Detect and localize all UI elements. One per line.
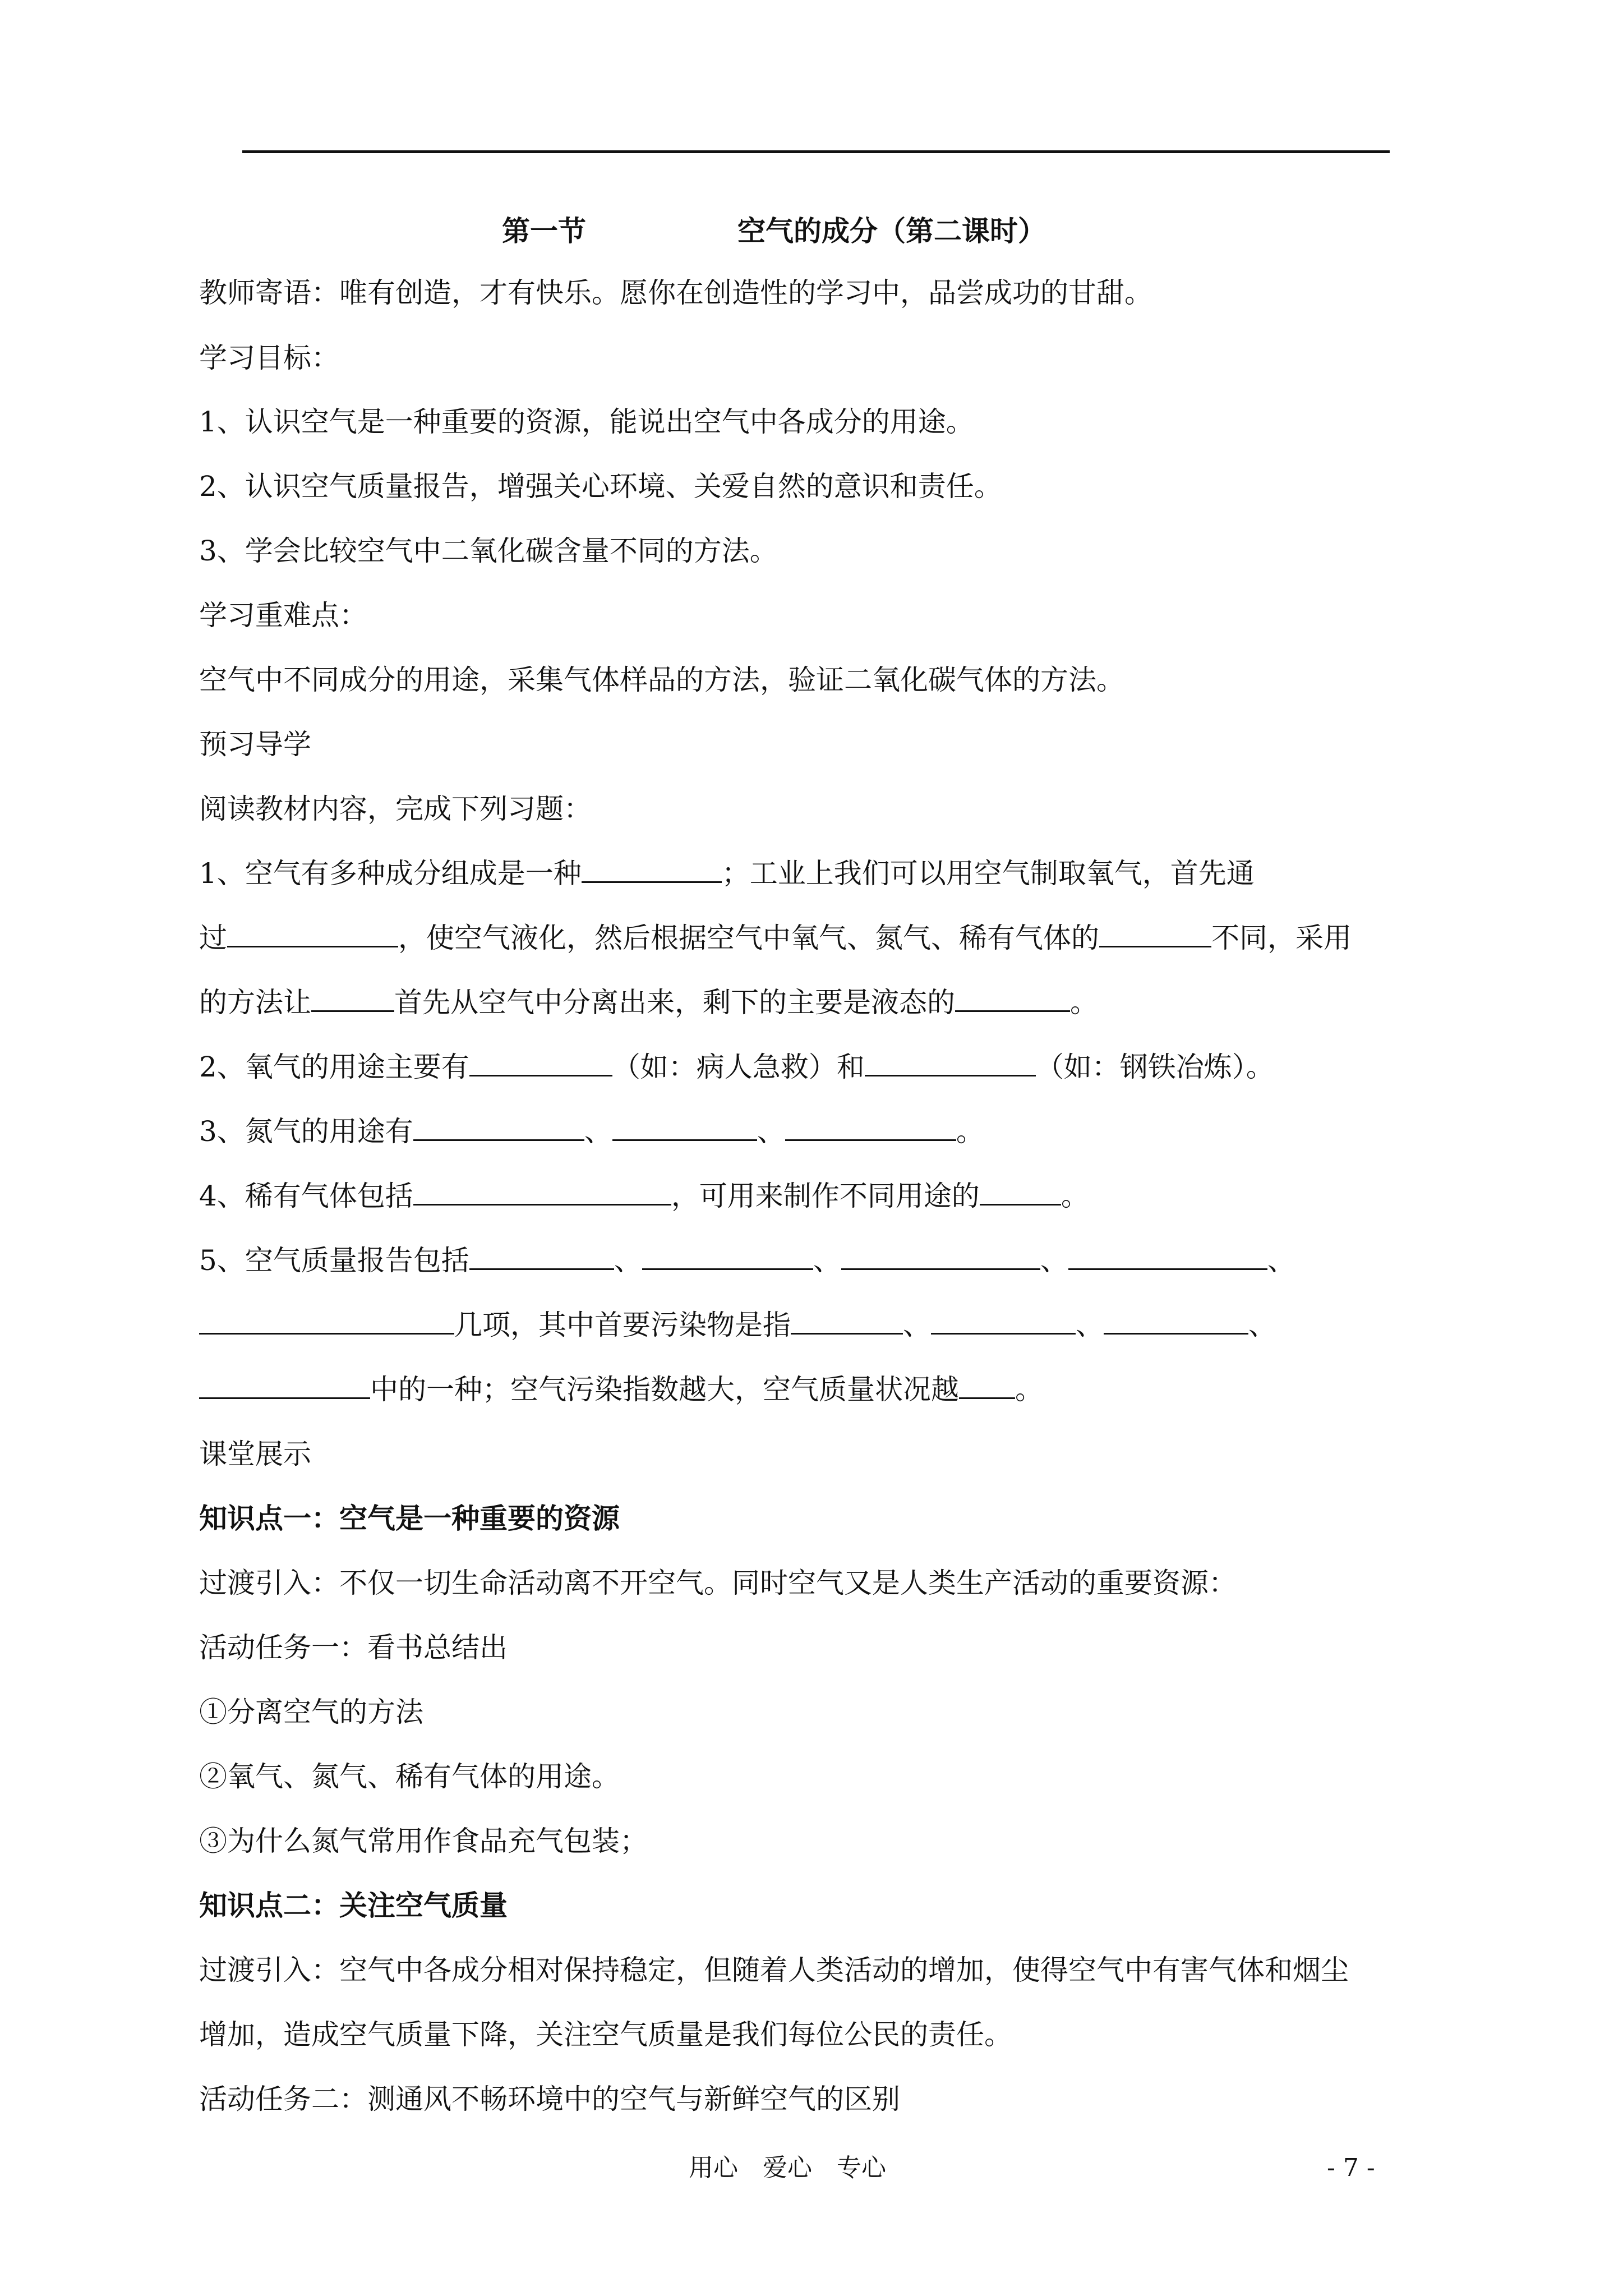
answer-blank[interactable]: [311, 988, 394, 1012]
q5-sep: 、: [903, 1309, 931, 1341]
task-1-heading: 活动任务一：看书总结出: [199, 1631, 508, 1664]
preview-heading: 预习导学: [199, 728, 311, 761]
answer-blank[interactable]: [1104, 1310, 1248, 1335]
answer-blank[interactable]: [791, 1310, 903, 1335]
answer-blank[interactable]: [1068, 1246, 1267, 1270]
task-1-item-2: ②氧气、氮气、稀有气体的用途。: [199, 1760, 620, 1793]
answer-blank[interactable]: [959, 1375, 1015, 1399]
answer-blank[interactable]: [413, 1181, 671, 1205]
q3-text-a: 3、氮气的用途有: [199, 1115, 413, 1148]
question-1-line-3: [199, 986, 1098, 1019]
answer-blank[interactable]: [931, 1310, 1076, 1335]
question-5-line-2: [199, 1308, 1276, 1342]
question-1-line-2: [199, 921, 1352, 955]
goal-item-2: 2、认识空气质量报告，增强关心环境、关爱自然的意识和责任。: [199, 470, 1002, 503]
answer-blank[interactable]: [469, 1246, 614, 1270]
goal-item-1: 1、认识空气是一种重要的资源，能说出空气中各成分的用途。: [199, 406, 974, 438]
q2-text-b: （如：病人急救）和: [612, 1051, 865, 1083]
q1-text-g: 首先从空气中分离出来，剩下的主要是液态的: [394, 986, 955, 1019]
class-heading: 课堂展示: [199, 1438, 311, 1470]
q5-sep: 、: [1267, 1244, 1295, 1277]
question-4: [199, 1179, 1089, 1213]
q5-text-b: 几项，其中首要污染物是指: [454, 1309, 791, 1341]
q5-text-c: 中的一种；空气污染指数越大，空气质量状况越: [370, 1373, 959, 1406]
task-1-item-3: ③为什么氮气常用作食品充气包装；: [199, 1825, 648, 1857]
q1-text-a: 1、空气有多种成分组成是一种: [199, 857, 582, 890]
goal-item-3: 3、学会比较空气中二氧化碳含量不同的方法。: [199, 535, 778, 567]
q5-sep: 、: [1248, 1309, 1276, 1341]
question-5-line-1: [199, 1244, 1295, 1277]
q5-sep: 、: [813, 1244, 841, 1277]
header-rule: [242, 150, 1390, 153]
goals-heading: 学习目标：: [199, 342, 339, 374]
q1-text-h: 。: [1070, 986, 1098, 1019]
q4-text-a: 4、稀有气体包括: [199, 1180, 413, 1212]
answer-blank[interactable]: [841, 1246, 1040, 1270]
answer-blank[interactable]: [199, 1310, 454, 1335]
q1-text-f: 的方法让: [199, 986, 311, 1019]
answer-blank[interactable]: [612, 1117, 757, 1141]
question-3: [199, 1115, 984, 1148]
task-1-item-1: ①分离空气的方法: [199, 1696, 423, 1728]
q5-sep: 、: [614, 1244, 642, 1277]
q5-sep: 、: [1040, 1244, 1068, 1277]
footer-motto: 用心 爱心 专心: [689, 2154, 886, 2182]
q1-text-e: 不同，采用: [1211, 922, 1352, 954]
title-topic: 空气的成分（第二课时）: [737, 214, 1046, 247]
answer-blank[interactable]: [980, 1181, 1061, 1205]
answer-blank[interactable]: [582, 859, 722, 883]
knowledge-point-2-intro-line-1: 过渡引入：空气中各成分相对保持稳定，但随着人类活动的增加，使得空气中有害气体和烟尘: [199, 1954, 1349, 1986]
q5-sep: 、: [1076, 1309, 1104, 1341]
q4-text-c: 。: [1061, 1180, 1089, 1212]
answer-blank[interactable]: [413, 1117, 584, 1141]
q4-text-b: ，可用来制作不同用途的: [671, 1180, 980, 1212]
teacher-words: 教师寄语：唯有创造，才有快乐。愿你在创造性的学习中，品尝成功的甘甜。: [199, 277, 1152, 309]
question-5-line-3: [199, 1373, 1043, 1406]
q3-end: 。: [956, 1115, 984, 1148]
task-2-heading: 活动任务二：测通风不畅环境中的空气与新鲜空气的区别: [199, 2083, 900, 2115]
answer-blank[interactable]: [865, 1052, 1036, 1076]
q1-text-d: ，使空气液化，然后根据空气中氧气、氮气、稀有气体的: [398, 922, 1099, 954]
page-title: [502, 214, 1046, 248]
q5-text-a: 5、空气质量报告包括: [199, 1244, 469, 1277]
answer-blank[interactable]: [469, 1052, 612, 1076]
q2-text-c: （如：钢铁冶炼）。: [1035, 1051, 1274, 1083]
q3-sep: 、: [757, 1115, 785, 1148]
knowledge-point-2-heading: 知识点二：关注空气质量: [199, 1889, 508, 1922]
q5-text-d: 。: [1015, 1373, 1043, 1406]
knowledge-point-1-intro: 过渡引入：不仅一切生命活动离不开空气。同时空气又是人类生产活动的重要资源：: [199, 1567, 1237, 1599]
answer-blank[interactable]: [1099, 923, 1211, 947]
keypoints-text: 空气中不同成分的用途，采集气体样品的方法，验证二氧化碳气体的方法。: [199, 664, 1124, 696]
answer-blank[interactable]: [642, 1246, 813, 1270]
preview-intro: 阅读教材内容，完成下列习题：: [199, 793, 592, 825]
answer-blank[interactable]: [199, 1375, 370, 1399]
knowledge-point-2-intro-line-2: 增加，造成空气质量下降，关注空气质量是我们每位公民的责任。: [199, 2018, 1012, 2051]
q2-text-a: 2、氧气的用途主要有: [199, 1051, 469, 1083]
keypoints-heading: 学习重难点：: [199, 599, 367, 632]
knowledge-point-1-heading: 知识点一：空气是一种重要的资源: [199, 1502, 620, 1535]
q1-text-c: 过: [199, 922, 227, 954]
answer-blank[interactable]: [955, 988, 1070, 1012]
question-2: [199, 1050, 1274, 1084]
question-1-line-1: [199, 857, 1255, 890]
title-section: 第一节: [502, 214, 586, 247]
q1-text-b: ；工业上我们可以用空气制取氧气，首先通: [721, 857, 1255, 890]
answer-blank[interactable]: [785, 1117, 956, 1141]
page-number: - 7 -: [1327, 2154, 1375, 2182]
q3-sep: 、: [584, 1115, 612, 1148]
answer-blank[interactable]: [227, 923, 398, 947]
